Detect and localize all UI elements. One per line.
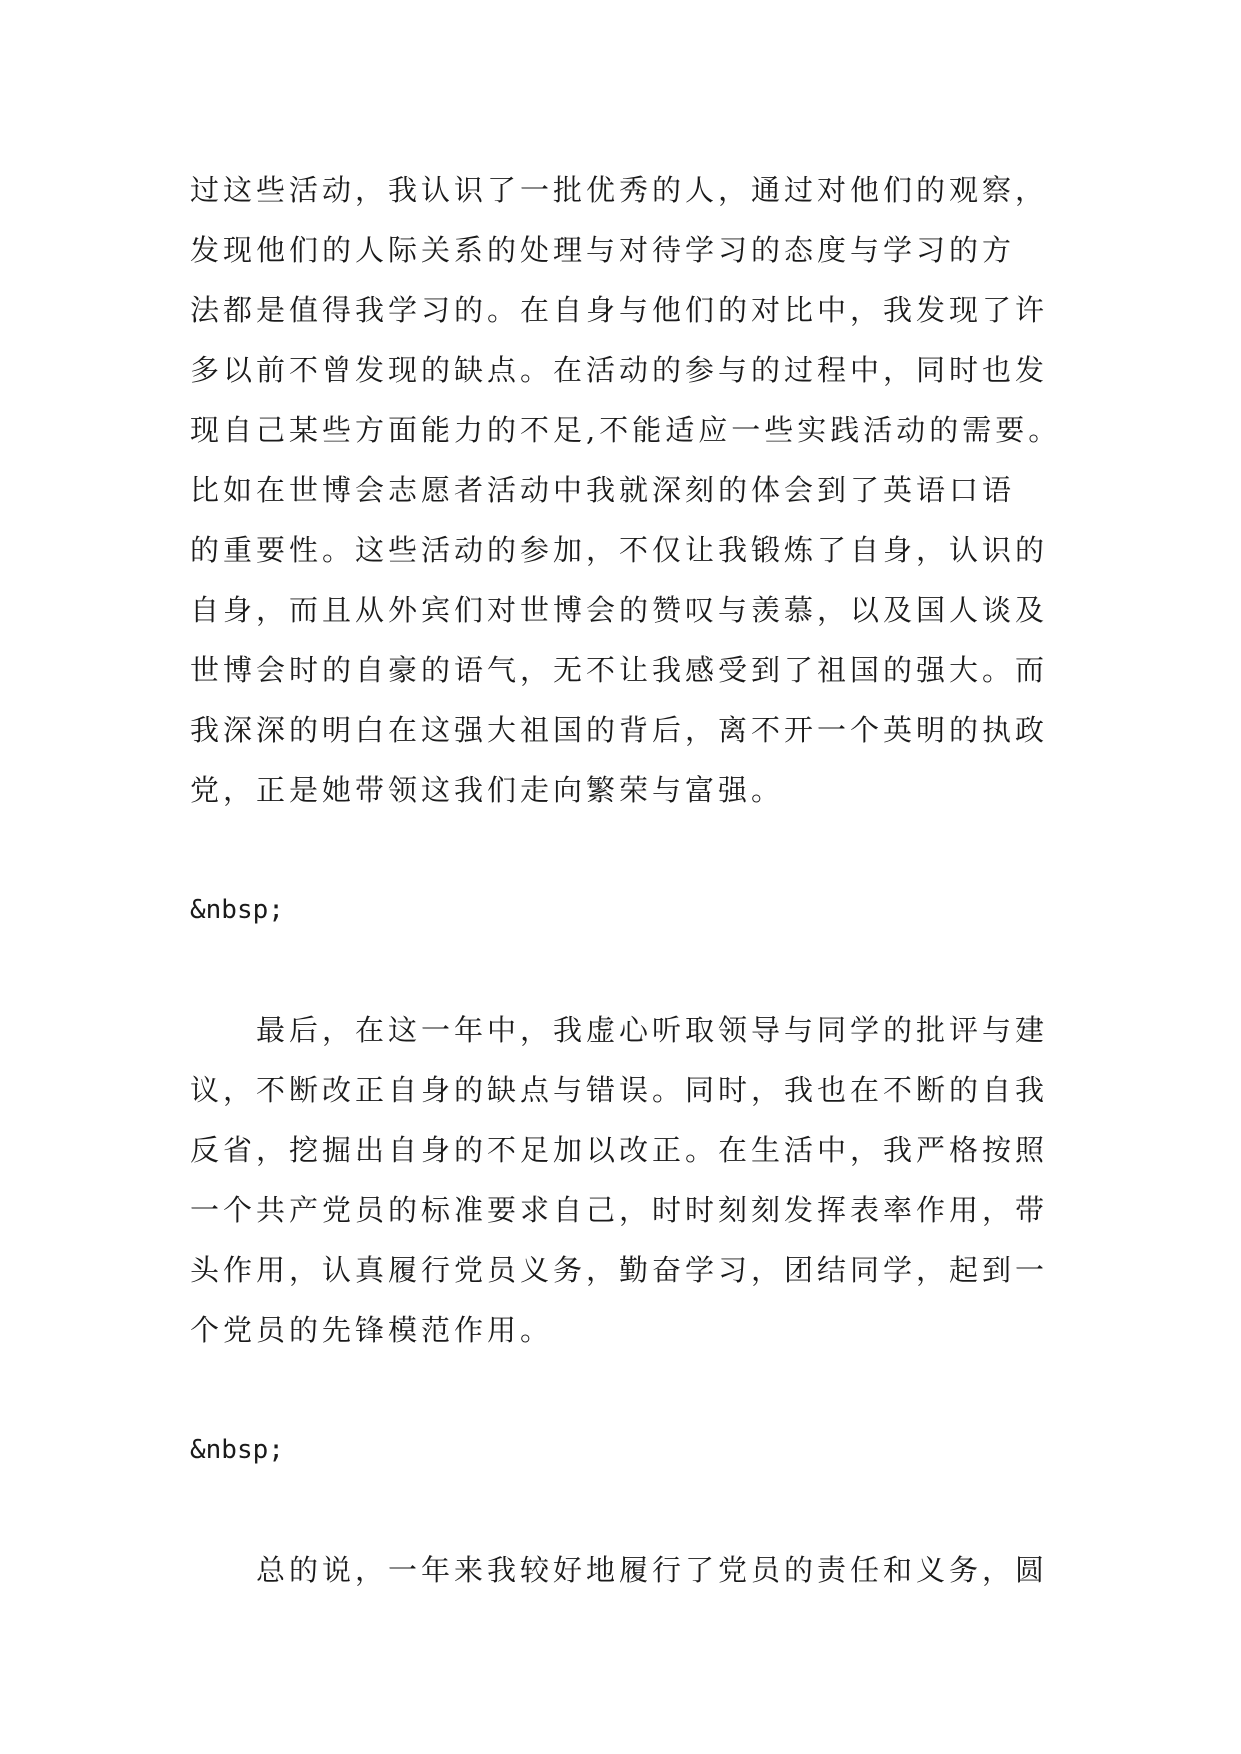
text-line: 发现他们的人际关系的处理与对待学习的态度与学习的方 [190, 233, 1016, 267]
text-line: 的重要性。这些活动的参加，不仅让我锻炼了自身，认识的 [190, 533, 1049, 567]
text-line: 自身，而且从外宾们对世博会的赞叹与羡慕，以及国人谈及 [190, 593, 1049, 627]
text-line: 现自己某些方面能力的不足,不能适应一些实践活动的需要。 [190, 413, 1062, 447]
text-line: 党，正是她带领这我们走向繁荣与富强。 [190, 773, 785, 807]
text-line: 世博会时的自豪的语气，无不让我感受到了祖国的强大。而 [190, 653, 1049, 687]
paragraph-self-reflection [190, 1000, 1060, 1360]
text-line: 我深深的明白在这强大祖国的背后，离不开一个英明的执政 [190, 713, 1049, 747]
blank-line [190, 1360, 1060, 1420]
text-line: 法都是值得我学习的。在自身与他们的对比中，我发现了许 [190, 293, 1049, 327]
text-line: 议，不断改正自身的缺点与错误。同时，我也在不断的自我 [190, 1073, 1049, 1107]
blank-line [190, 1480, 1060, 1540]
blank-line [190, 940, 1060, 1000]
paragraph-summary [190, 1540, 1060, 1600]
text-line: 比如在世博会志愿者活动中我就深刻的体会到了英语口语 [190, 473, 1016, 507]
text-line: 一个共产党员的标准要求自己，时时刻刻发挥表率作用，带 [190, 1193, 1049, 1227]
nbsp-separator: &nbsp; [190, 895, 284, 925]
text-line: 头作用，认真履行党员义务，勤奋学习，团结同学，起到一 [190, 1253, 1049, 1287]
text-line: 过这些活动，我认识了一批优秀的人，通过对他们的观察， [190, 173, 1049, 207]
text-line: 个党员的先锋模范作用。 [190, 1313, 554, 1347]
text-line: 多以前不曾发现的缺点。在活动的参与的过程中，同时也发 [190, 353, 1049, 387]
nbsp-separator: &nbsp; [190, 1435, 284, 1465]
text-line: 总的说，一年来我较好地履行了党员的责任和义务，圆 [256, 1553, 1049, 1587]
document-body [190, 160, 1060, 1600]
text-line: 反省，挖掘出自身的不足加以改正。在生活中，我严格按照 [190, 1133, 1049, 1167]
paragraph-activities [190, 160, 1060, 820]
blank-line [190, 820, 1060, 880]
text-line: 最后，在这一年中，我虚心听取领导与同学的批评与建 [256, 1013, 1049, 1047]
